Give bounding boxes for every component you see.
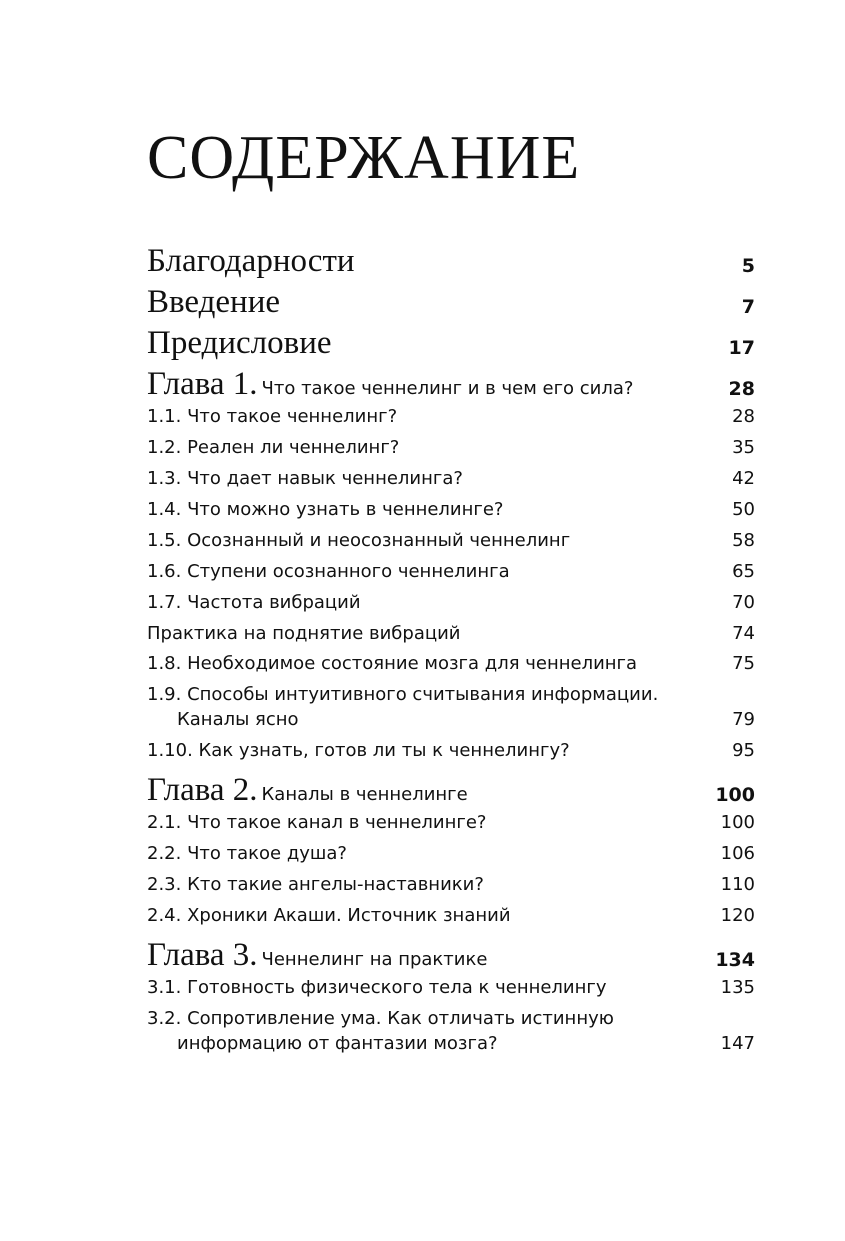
toc-entry-page: 28	[728, 378, 755, 400]
toc-entry-label: 2.2. Что такое душа?	[147, 843, 347, 864]
toc-entry-page: 135	[720, 977, 755, 998]
toc-entry-label: 1.7. Частота вибраций	[147, 592, 361, 613]
toc-entry-label: 1.9. Способы интуитивного считывания информации.	[147, 684, 659, 705]
chapter-prefix: Глава 3.	[147, 937, 258, 973]
chapter-prefix: Глава 2.	[147, 772, 258, 808]
toc-entry-page: 95	[732, 740, 755, 761]
chapter-prefix: Глава 1.	[147, 366, 258, 402]
toc-entry-page: 35	[732, 437, 755, 458]
toc-entry-page: 110	[720, 874, 755, 895]
toc-entry-page: 74	[732, 623, 755, 644]
chapter-title: Каналы в ченнелинге	[261, 784, 468, 805]
toc-entry-label: 3.2. Сопротивление ума. Как отличать истинную	[147, 1008, 614, 1029]
toc-entry-label: Предисловие	[147, 325, 332, 361]
chapter-heading	[147, 364, 633, 409]
toc-entry-page: 120	[720, 905, 755, 926]
toc-entry-label-continued: Каналы ясно	[177, 709, 299, 730]
toc-entry-page: 58	[732, 530, 755, 551]
toc-entry-page: 70	[732, 592, 755, 613]
toc-entry-label: 1.5. Осознанный и неосознанный ченнелинг	[147, 530, 571, 551]
toc-entry-label: 2.4. Хроники Акаши. Источник знаний	[147, 905, 511, 926]
toc-entry-label-continued: информацию от фантазии мозга?	[177, 1033, 498, 1054]
toc-entry-label: 1.3. Что дает навык ченнелинга?	[147, 468, 463, 489]
toc-entry-label: Практика на поднятие вибраций	[147, 623, 461, 644]
toc-entry-page: 106	[720, 843, 755, 864]
chapter-title: Что такое ченнелинг и в чем его сила?	[261, 378, 634, 399]
toc-entry-page: 28	[732, 406, 755, 427]
toc-entry-label: 1.10. Как узнать, готов ли ты к ченнелингу?	[147, 740, 570, 761]
toc-entry-label: 1.6. Ступени осознанного ченнелинга	[147, 561, 510, 582]
toc-entry-label: 1.2. Реален ли ченнелинг?	[147, 437, 400, 458]
toc-entry-page: 7	[741, 296, 755, 318]
toc-entry-page: 17	[728, 337, 755, 359]
chapter-title: Ченнелинг на практике	[261, 949, 488, 970]
toc-entry-page: 50	[732, 499, 755, 520]
toc-entry-page: 42	[732, 468, 755, 489]
toc-entry-page: 100	[715, 784, 755, 806]
toc-entry-page: 65	[732, 561, 755, 582]
toc-entry-label: 2.1. Что такое канал в ченнелинге?	[147, 812, 487, 833]
toc-entry-label: 3.1. Готовность физического тела к ченнелингу	[147, 977, 607, 998]
page-title: СОДЕРЖАНИЕ	[147, 124, 581, 192]
toc-entry-label: 2.3. Кто такие ангелы-наставники?	[147, 874, 484, 895]
toc-entry-label: 1.8. Необходимое состояние мозга для ченнелинга	[147, 653, 638, 674]
toc-entry-page: 5	[741, 255, 755, 277]
chapter-heading	[147, 770, 468, 815]
toc-entry-label: 1.1. Что такое ченнелинг?	[147, 406, 398, 427]
toc-entry-page: 79	[732, 709, 755, 730]
toc-entry-label: 1.4. Что можно узнать в ченнелинге?	[147, 499, 504, 520]
toc-entry-page: 134	[715, 949, 755, 971]
toc-entry-page: 75	[732, 653, 755, 674]
toc-entry-page: 147	[720, 1033, 755, 1054]
toc-entry-label: Благодарности	[147, 243, 355, 279]
toc-entry-label: Введение	[147, 284, 281, 320]
toc-entry-page: 100	[720, 812, 755, 833]
chapter-heading	[147, 935, 487, 980]
